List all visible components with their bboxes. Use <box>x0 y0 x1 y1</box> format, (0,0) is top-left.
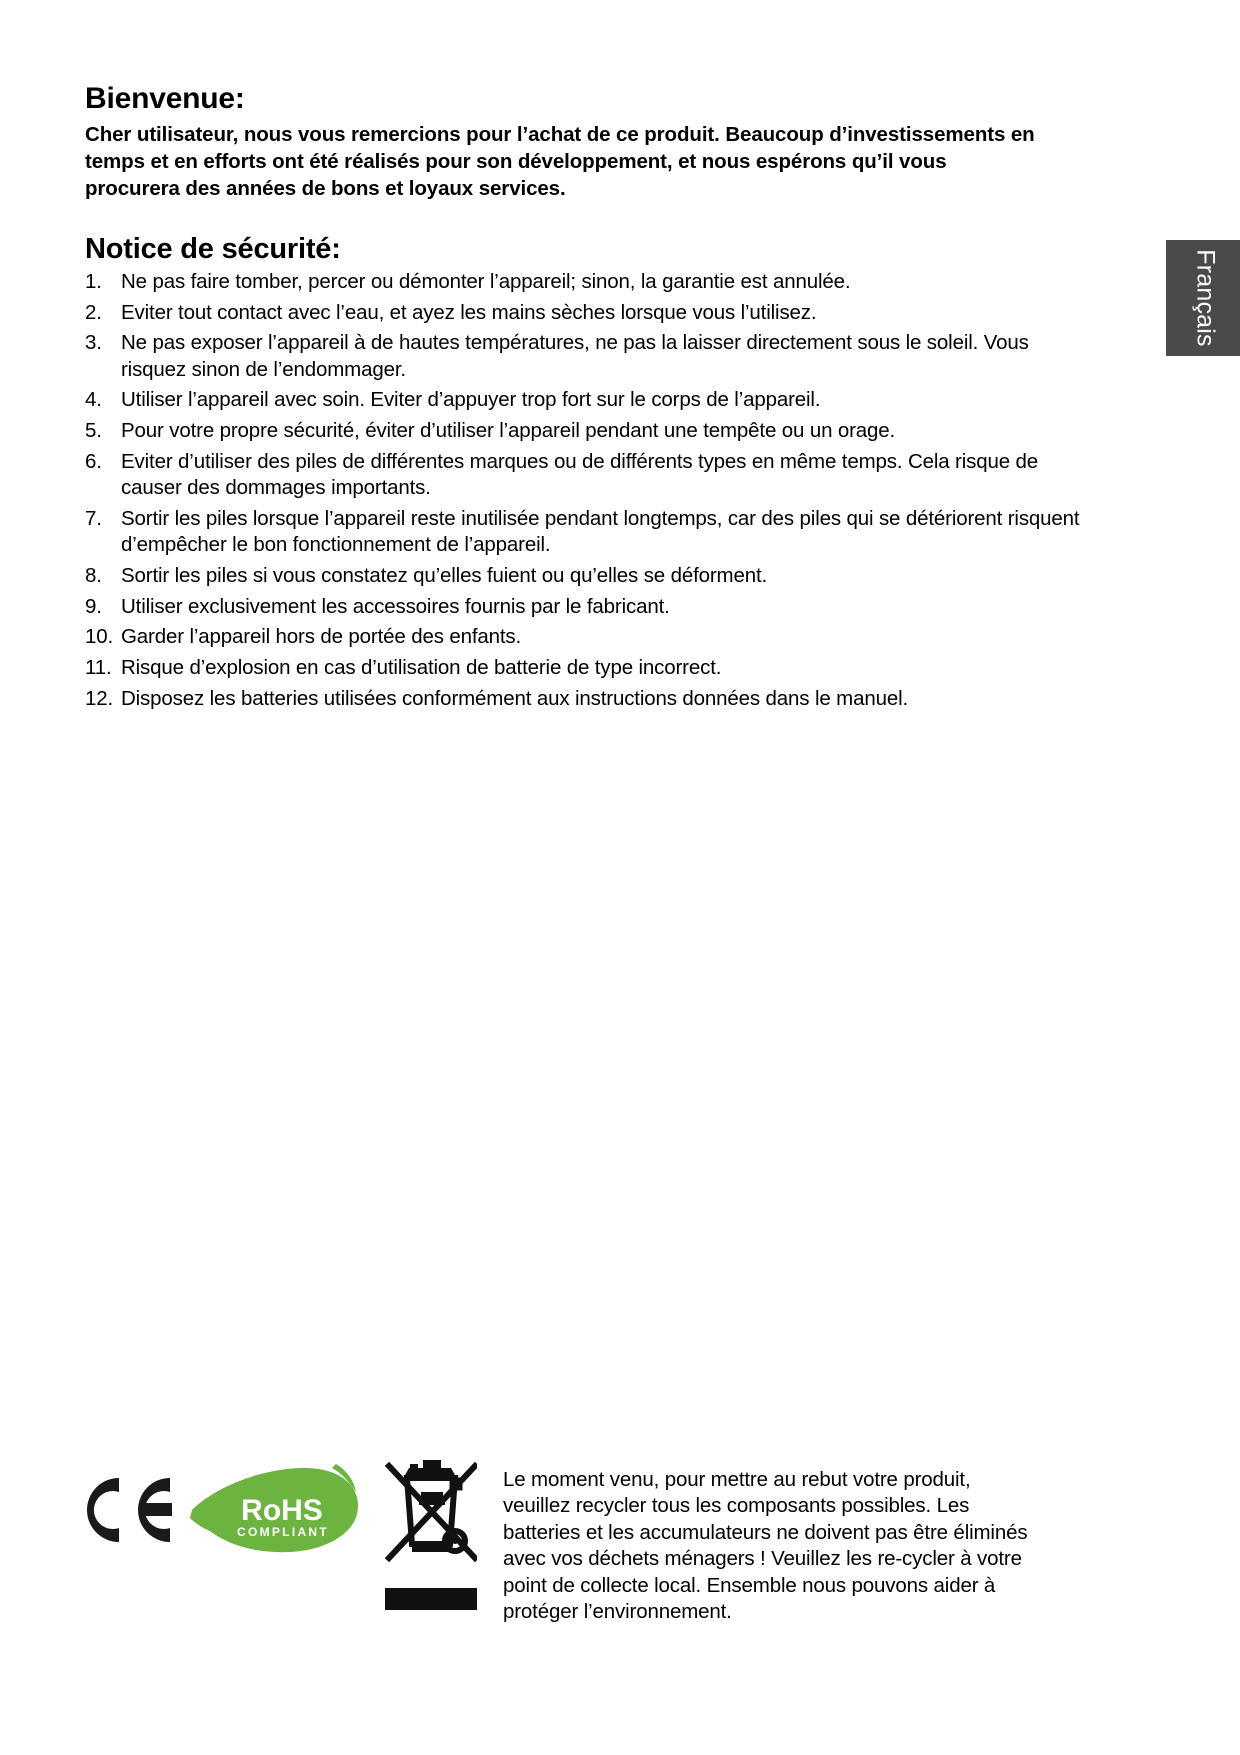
recycling-instructions-text: Le moment venu, pour mettre au rebut votre produit, veuillez recycler tous les composants possibles. Les batteries et les accumulateurs ne doivent pas être éliminés avec vos déchets ménagers ! Veuillez les re-cycler à votre point de collecte local. Ensemble nous pouvons aider à protéger l’environnement. <box>503 1467 1028 1624</box>
list-item <box>85 506 1095 558</box>
list-item <box>85 300 1095 326</box>
list-item-text: Ne pas faire tomber, percer ou démonter l’appareil; sinon, la garantie est annulée. <box>121 269 851 293</box>
list-item-number: 4. <box>85 388 102 412</box>
list-item <box>85 418 1095 444</box>
list-item-number: 3. <box>85 331 102 355</box>
main-content <box>85 82 1095 717</box>
language-side-tab <box>1166 240 1240 356</box>
list-item-text: Disposez les batteries utilisées conformément aux instructions données dans le manuel. <box>121 686 909 710</box>
list-item-number: 8. <box>85 563 102 587</box>
list-item-number: 6. <box>85 449 102 473</box>
safety-notice-list <box>85 269 1095 712</box>
list-item-number: 2. <box>85 300 102 324</box>
list-item <box>85 449 1095 501</box>
rohs-secondary-label: COMPLIANT <box>236 1525 330 1539</box>
list-item-number: 5. <box>85 419 102 443</box>
list-item <box>85 594 1095 620</box>
list-item-text: Eviter d’utiliser des piles de différentes marques ou de différents types en même temps. Cela risque de causer des dommages importants. <box>121 449 1039 500</box>
welcome-heading: Bienvenue: <box>85 82 245 115</box>
list-item-text: Sortir les piles lorsque l’appareil reste inutilisée pendant longtemps, car des piles qui se détériorent risquent d’empêcher le bon fonctionnement de l’appareil. <box>121 506 1080 557</box>
list-item-number: 9. <box>85 594 102 618</box>
list-item <box>85 655 1095 681</box>
list-item-text: Ne pas exposer l’appareil à de hautes températures, ne pas la laisser directement sous le soleil. Vous risquez sinon de l’endommager. <box>121 331 1029 381</box>
rohs-primary-label: RoHS <box>241 1494 323 1527</box>
list-item-text: Eviter tout contact avec l’eau, et ayez les mains sèches lorsque vous l’utilisez. <box>121 300 817 324</box>
list-item-text: Utiliser exclusivement les accessoires fournis par le fabricant. <box>121 594 670 618</box>
list-item <box>85 686 1095 712</box>
list-item-number: 1. <box>85 269 102 293</box>
list-item-text: Sortir les piles si vous constatez qu’elles fuient ou qu’elles se déforment. <box>121 563 768 587</box>
language-tab-label: Français <box>1191 249 1220 347</box>
list-item-text: Garder l’appareil hors de portée des enfants. <box>121 625 522 649</box>
list-item-text: Utiliser l’appareil avec soin. Eviter d’appuyer trop fort sur le corps de l’appareil. <box>121 388 821 412</box>
list-item <box>85 563 1095 589</box>
list-item-text: Pour votre propre sécurité, éviter d’utiliser l’appareil pendant une tempête ou un orage. <box>121 419 896 443</box>
welcome-paragraph: Cher utilisateur, nous vous remercions pour l’achat de ce produit. Beaucoup d’investissements en temps et en efforts ont été réalisés pour son développement, et nous espérons qu’il vous procurera des années de bons et loyaux services. <box>85 122 1035 200</box>
ce-mark-icon <box>78 1472 174 1548</box>
list-item-number: 7. <box>85 506 102 530</box>
list-item <box>85 624 1095 650</box>
list-item <box>85 330 1095 382</box>
list-item <box>85 269 1095 295</box>
list-item <box>85 387 1095 413</box>
list-item-number: 12. <box>85 686 114 710</box>
crossed-out-wheelie-bin-icon <box>385 1448 477 1620</box>
safety-heading: Notice de sécurité: <box>85 232 341 265</box>
list-item-number: 11. <box>85 656 112 680</box>
list-item-text: Risque d’explosion en cas d’utilisation de batterie de type incorrect. <box>121 656 722 680</box>
list-item-number: 10. <box>85 625 114 649</box>
rohs-leaf-icon <box>186 1462 364 1562</box>
